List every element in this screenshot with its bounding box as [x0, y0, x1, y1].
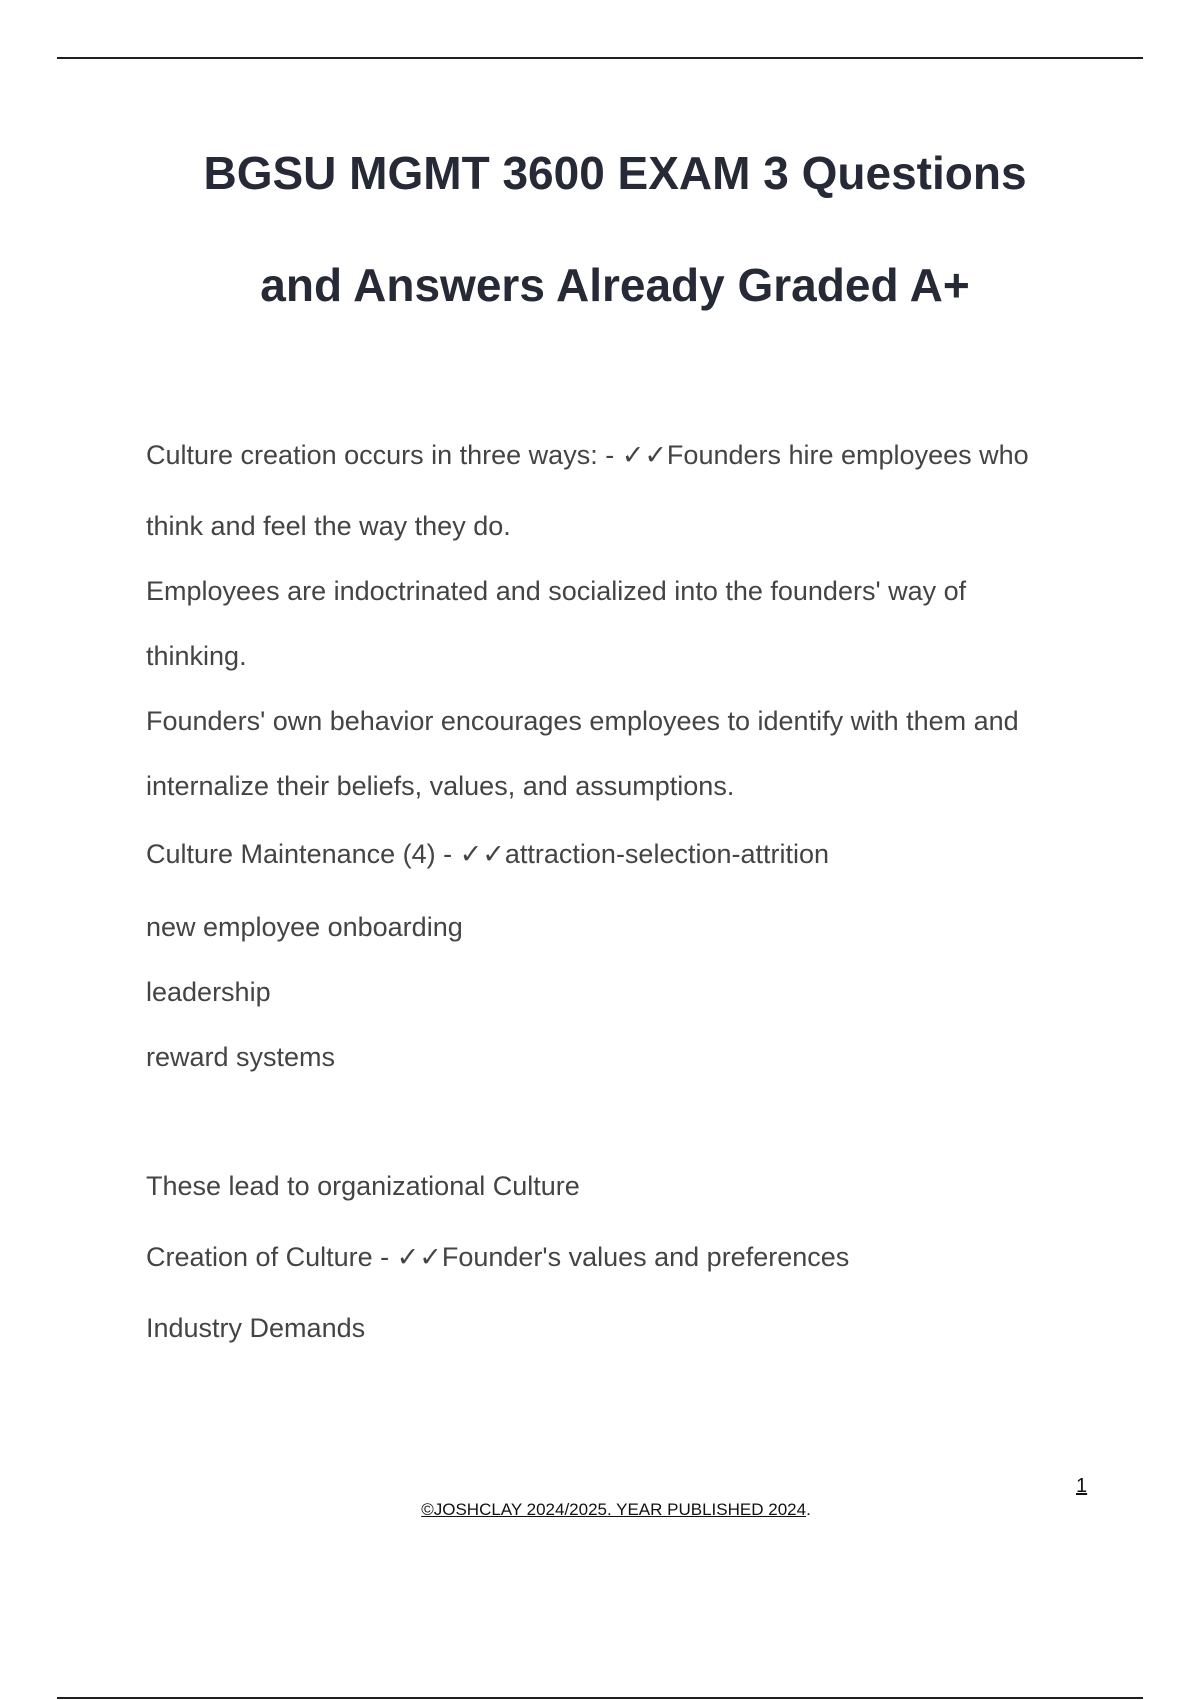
footer: [0, 1501, 1200, 1518]
body-line-creation-of-culture: Creation of Culture - ✓✓Founder's values and preferences: [146, 1242, 850, 1272]
body-line-onboarding: new employee onboarding: [146, 912, 463, 942]
body-line-leadership: leadership: [146, 977, 271, 1007]
body-line-indoctrinated: Employees are indoctrinated and socialized into the founders' way of: [146, 576, 967, 606]
body-line-thinking: thinking.: [146, 641, 247, 671]
body-line-industry-demands: Industry Demands: [146, 1313, 366, 1343]
footer-copyright: ©JOSHCLAY 2024/2025. YEAR PUBLISHED 2024: [421, 1500, 807, 1519]
page-number: 1: [1076, 1475, 1088, 1497]
footer-period: .: [806, 1500, 811, 1519]
body-line-culture-maintenance: Culture Maintenance (4) - ✓✓attraction-selection-attrition: [146, 839, 830, 869]
page-title-line-1: BGSU MGMT 3600 EXAM 3 Questions: [203, 147, 1027, 199]
body-line-reward-systems: reward systems: [146, 1042, 336, 1072]
top-rule: [57, 57, 1143, 59]
body-line-organizational-culture: These lead to organizational Culture: [146, 1171, 580, 1201]
bottom-rule: [57, 1697, 1143, 1699]
body-line-culture-creation: Culture creation occurs in three ways: - ✓✓Founders hire employees who: [146, 440, 1029, 470]
body-line-founders-behavior: Founders' own behavior encourages employees to identify with them and: [146, 706, 1019, 736]
page-title-line-2: and Answers Already Graded A+: [260, 259, 970, 311]
body-line-think-and-feel: think and feel the way they do.: [146, 511, 511, 541]
body-line-internalize: internalize their beliefs, values, and assumptions.: [146, 771, 735, 801]
